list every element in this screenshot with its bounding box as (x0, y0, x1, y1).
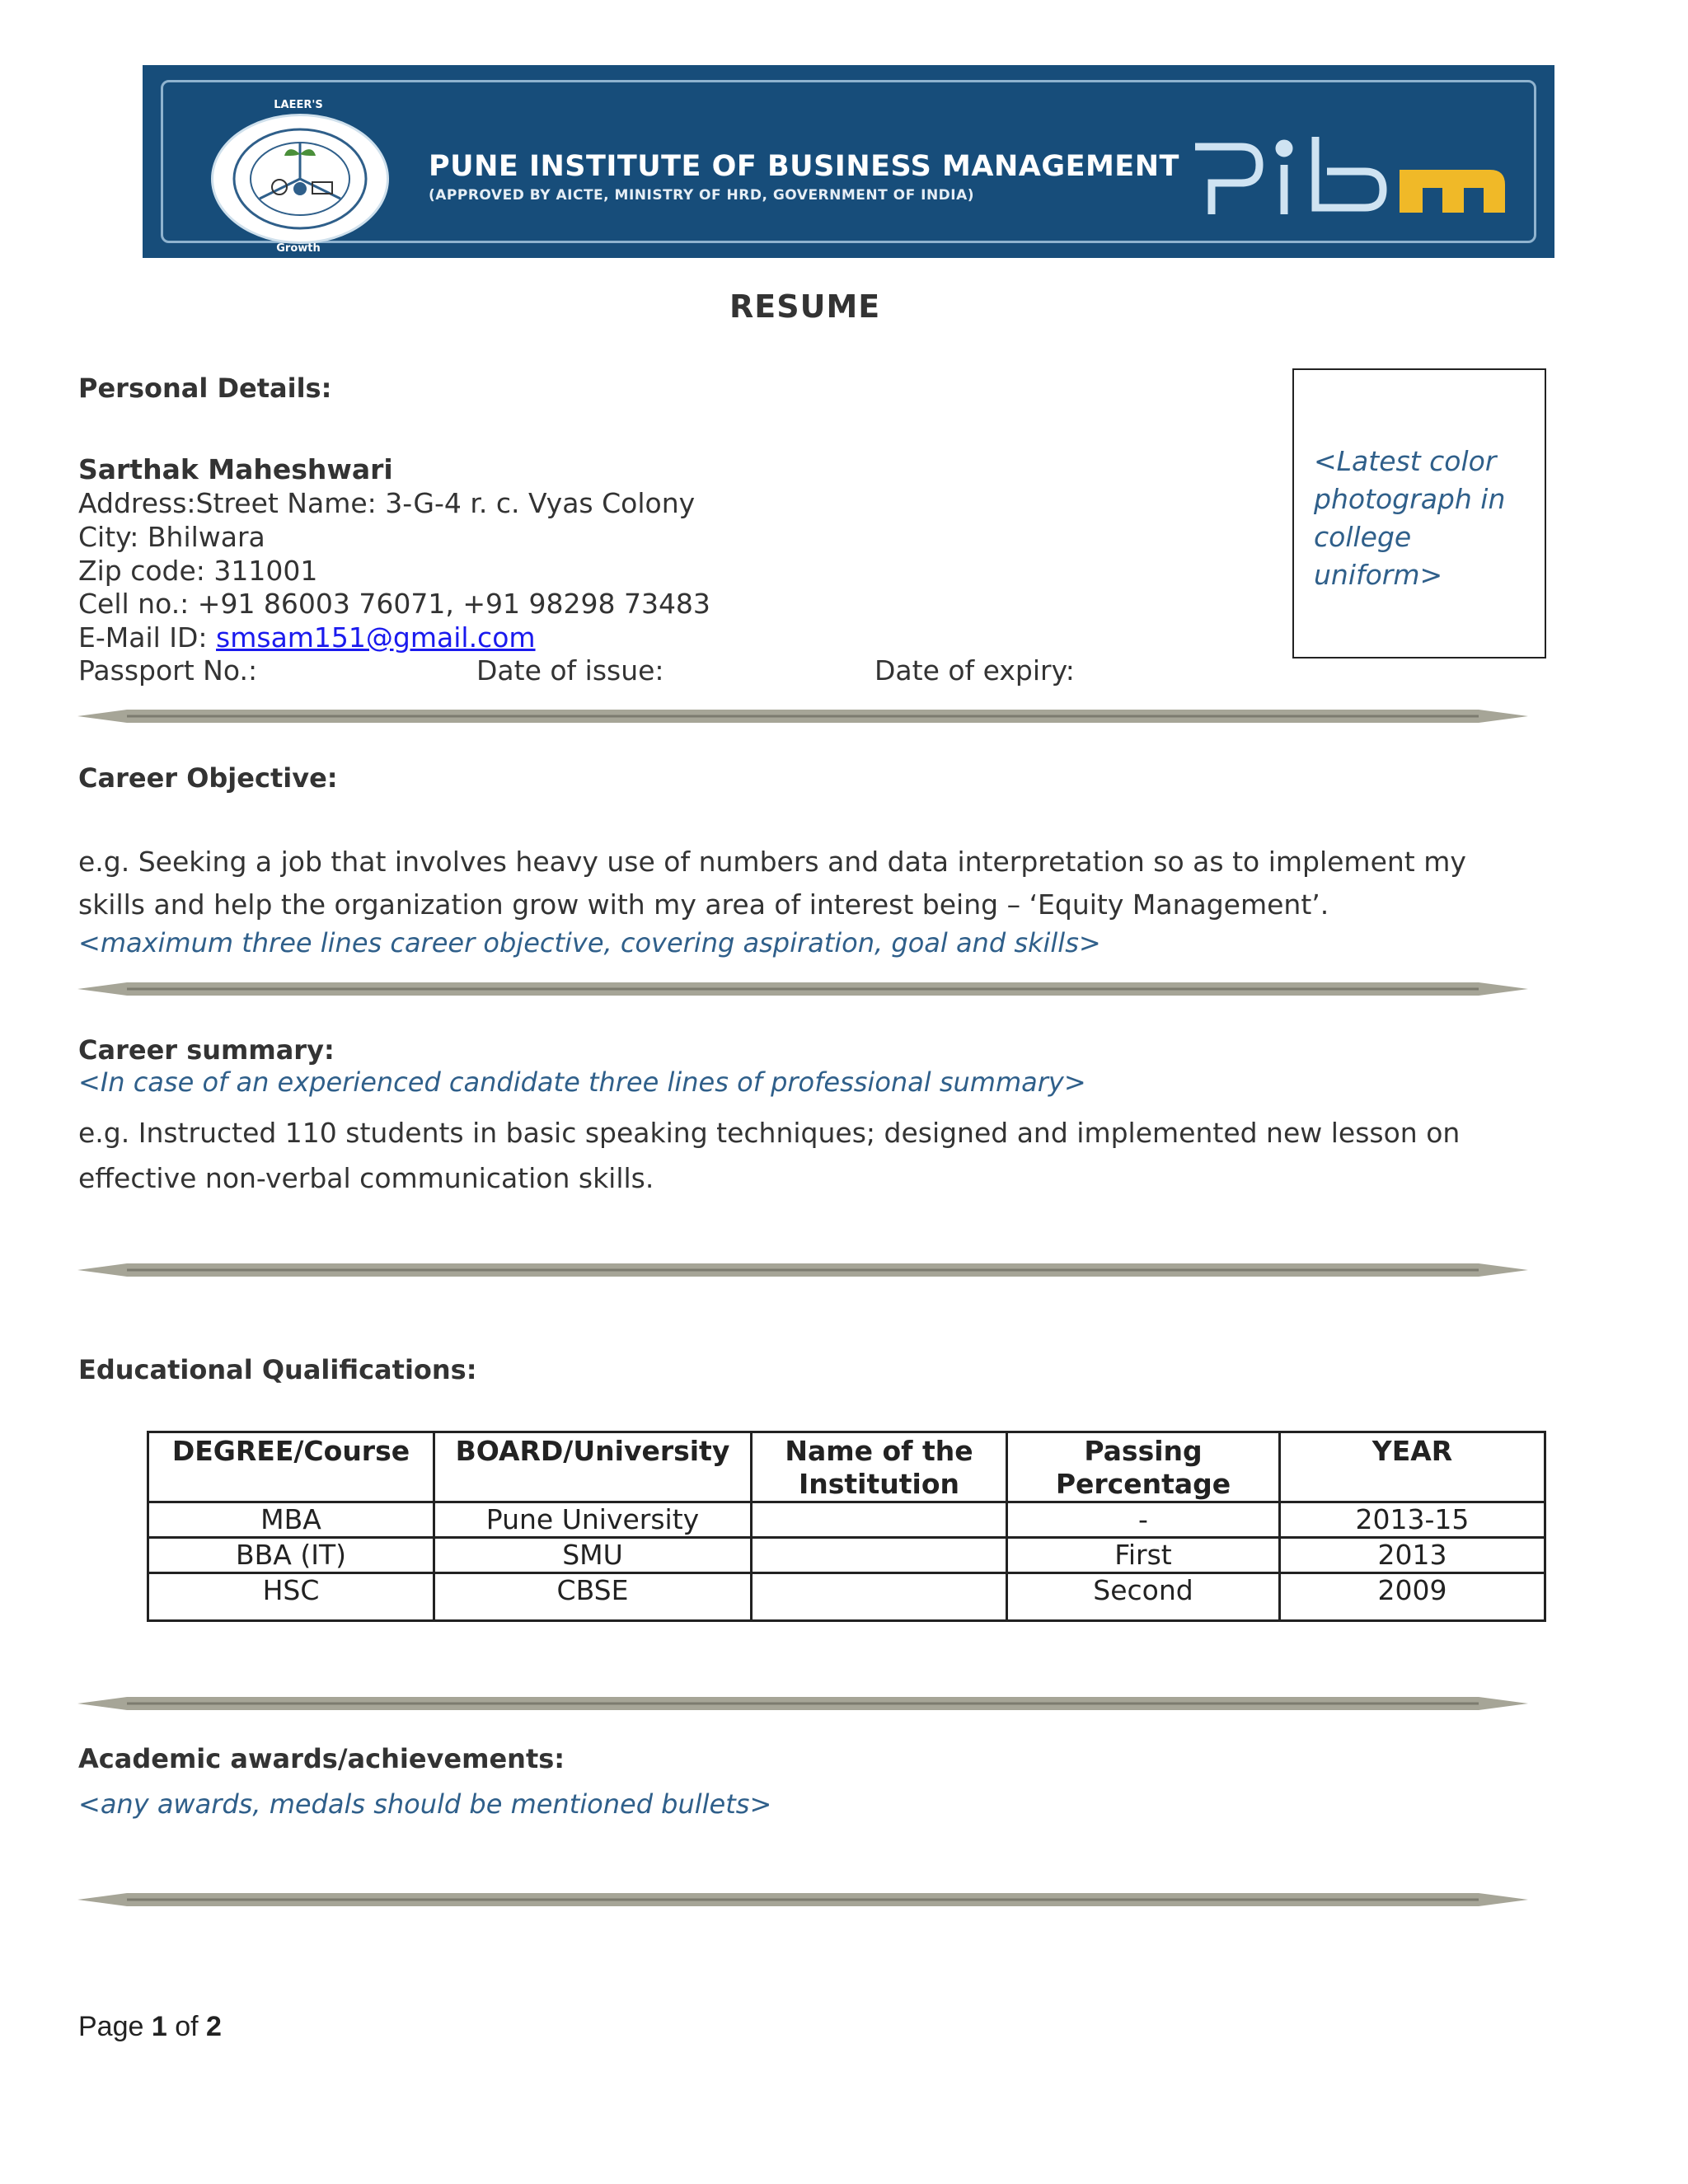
table-row (148, 1573, 1545, 1621)
career-objective-line: skills and help the organization grow with my area of interest being – ‘Equity Management’. (78, 888, 1329, 921)
email-link[interactable]: smsam151@gmail.com (216, 621, 536, 654)
column-header-institution: Name of the Institution (752, 1432, 1007, 1502)
date-of-issue-label: Date of issue: (476, 654, 664, 687)
career-objective-note: <maximum three lines career objective, covering aspiration, goal and skills> (78, 927, 1101, 958)
table-header-row (148, 1432, 1545, 1502)
table-cell: - (1007, 1502, 1280, 1538)
table-cell: BBA (IT) (148, 1538, 434, 1573)
table-cell: CBSE (434, 1573, 752, 1621)
banner-frame (161, 80, 1536, 255)
city-line: City: Bhilwara (78, 521, 265, 553)
column-header-year: YEAR (1280, 1432, 1545, 1502)
page-title: RESUME (729, 288, 881, 325)
section-divider (77, 1890, 1528, 1910)
seal-top-text: LAEER'S (274, 99, 323, 111)
education-heading: Educational Qualifications: (78, 1354, 477, 1385)
page-number-middle: of (166, 2011, 207, 2042)
email-line (78, 621, 536, 654)
page-number (78, 2011, 222, 2043)
personal-details-heading: Personal Details: (78, 373, 332, 404)
section-divider (77, 706, 1528, 726)
career-summary-note: <In case of an experienced candidate three lines of professional summary> (78, 1066, 1086, 1098)
institute-banner (143, 65, 1554, 258)
column-header-percentage: Passing Percentage (1007, 1432, 1280, 1502)
section-divider (77, 979, 1528, 999)
zip-line: Zip code: 311001 (78, 555, 318, 587)
photo-placeholder-text: <Latest color photograph in college uniform> (1314, 445, 1506, 591)
table-cell: Pune University (434, 1502, 752, 1538)
career-summary-line: effective non-verbal communication skills. (78, 1162, 654, 1194)
section-divider (77, 1694, 1528, 1713)
pibm-logo (1184, 129, 1513, 226)
email-label: E-Mail ID: (78, 621, 217, 654)
pibm-logo-icon (1184, 129, 1513, 226)
table-cell: Second (1007, 1573, 1280, 1621)
education-table (147, 1431, 1546, 1622)
page-number-total: 2 (206, 2011, 222, 2042)
column-header-board: BOARD/University (434, 1432, 752, 1502)
table-cell: HSC (148, 1573, 434, 1621)
table-cell (752, 1538, 1007, 1573)
table-cell: 2009 (1280, 1573, 1545, 1621)
table-cell (752, 1573, 1007, 1621)
table-row (148, 1538, 1545, 1573)
awards-note: <any awards, medals should be mentioned bullets> (78, 1788, 772, 1820)
date-of-expiry-label: Date of expiry: (874, 654, 1075, 687)
institute-name: PUNE INSTITUTE OF BUSINESS MANAGEMENT (429, 150, 1179, 183)
section-divider (77, 1260, 1528, 1280)
table-cell: MBA (148, 1502, 434, 1538)
page-number-current: 1 (151, 2011, 167, 2042)
career-objective-line: e.g. Seeking a job that involves heavy use of numbers and data interpretation so as to implement my (78, 846, 1466, 878)
seal-emblem (211, 114, 389, 244)
table-row (148, 1502, 1545, 1538)
passport-label: Passport No.: (78, 654, 258, 687)
table-cell: 2013 (1280, 1538, 1545, 1573)
career-summary-line: e.g. Instructed 110 students in basic speaking techniques; designed and implemented new lesson on (78, 1117, 1461, 1149)
career-summary-heading: Career summary: (78, 1034, 335, 1066)
table-cell: 2013-15 (1280, 1502, 1545, 1538)
cell-line: Cell no.: +91 86003 76071, +91 98298 73483 (78, 588, 710, 620)
table-cell: First (1007, 1538, 1280, 1573)
institute-approval: (APPROVED BY AICTE, MINISTRY OF HRD, GOVERNMENT OF INDIA) (429, 187, 975, 204)
address-line: Address:Street Name: 3-G-4 r. c. Vyas Colony (78, 487, 696, 519)
institute-seal (211, 99, 386, 255)
career-objective-heading: Career Objective: (78, 762, 338, 794)
awards-heading: Academic awards/achievements: (78, 1743, 565, 1774)
column-header-degree: DEGREE/Course (148, 1432, 434, 1502)
seal-bottom-text: Growth (276, 242, 321, 255)
seal-emblem-icon (213, 116, 387, 241)
candidate-name: Sarthak Maheshwari (78, 453, 393, 485)
photo-placeholder-box (1292, 368, 1546, 658)
page-number-prefix: Page (78, 2011, 152, 2042)
table-cell: SMU (434, 1538, 752, 1573)
table-cell (752, 1502, 1007, 1538)
